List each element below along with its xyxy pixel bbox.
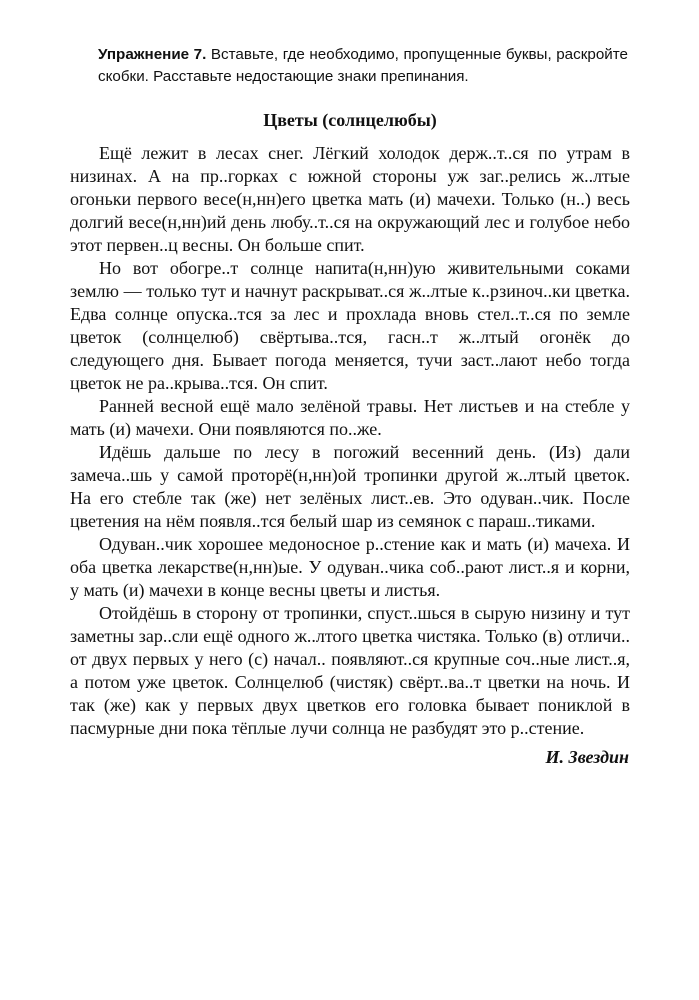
paragraph-5: Одуван..чик хорошее медоносное р..стение как и мать (и) мачеха. И оба цветка лекарстве(н,нн)ые. У одуван..чика соб..рают лист..я и корни, у мать (и) мачехи в конце весны цветы и листья. (70, 534, 630, 600)
exercise-text-body (70, 142, 630, 740)
paragraph-6: Отойдёшь в сторону от тропинки, спуст..шься в сырую низину и тут заметны зар..сли ещё одного ж..лтого цветка чистяка. Только (в) отличи.. от двух первых у него (с) начал.. появляют..ся крупные соч..ные лист..я, а потом уже цветок. Солнцелюб (чистяк) свёрт..ва..т цветки на ночь. И так (же) как у первых двух цветков его головка бывает пониклой в пасмурные дни пока тёплые лучи солнца не разбудят это р..стение. (70, 603, 630, 738)
exercise-label: Упражнение 7. (98, 46, 207, 63)
exercise-text: Вставьте, где необходимо, пропущенные буквы, раскройте скобки. Расставьте недостающие знаки препинания. (98, 46, 628, 85)
paragraph-2: Но вот обогре..т солнце напита(н,нн)ую живительными соками землю — только тут и начнут раскрыват..ся ж..лтые к..рзиноч..ки цветка. Едва солнце опуска..тся за лес и прохлада вновь стел..т..ся по земле цветок (солнцелюб) свёртыва..тся, гасн..т ж..лтый огонёк до следующего дня. Бывает погода меняется, тучи заст..лают небо тогда цветок не ра..крыва..тся. Он спит. (70, 258, 630, 393)
author-signature: И. Звездин (545, 747, 629, 767)
paragraph-3: Ранней весной ещё мало зелёной травы. Нет листьев и на стебле у мать (и) мачехи. Они появляются по..же. (70, 396, 630, 439)
paragraph-1: Ещё лежит в лесах снег. Лёгкий холодок держ..т..ся по утрам в низинах. А на пр..горках с южной стороны уж заг..релись ж..лтые огоньки первого весе(н,нн)его цветка мать (и) мачехи. Только (н..) весь долгий весе(н,нн)ий день любу..т..ся на окружающий лес и голубое небо этот первен..ц весны. Он больше спит. (70, 143, 630, 255)
text-title: Цветы (солнцелюбы) (263, 110, 437, 130)
exercise-instruction (98, 44, 628, 88)
paragraph-4: Идёшь дальше по лесу в погожий весенний день. (Из) дали замеча..шь у самой проторё(н,нн)ой тропинки другой ж..лтый цветок. На его стебле так (же) нет зелёных лист..ев. Это одуван..чик. После цветения на нём появля..тся белый шар из семянок с параш..тиками. (70, 442, 630, 531)
